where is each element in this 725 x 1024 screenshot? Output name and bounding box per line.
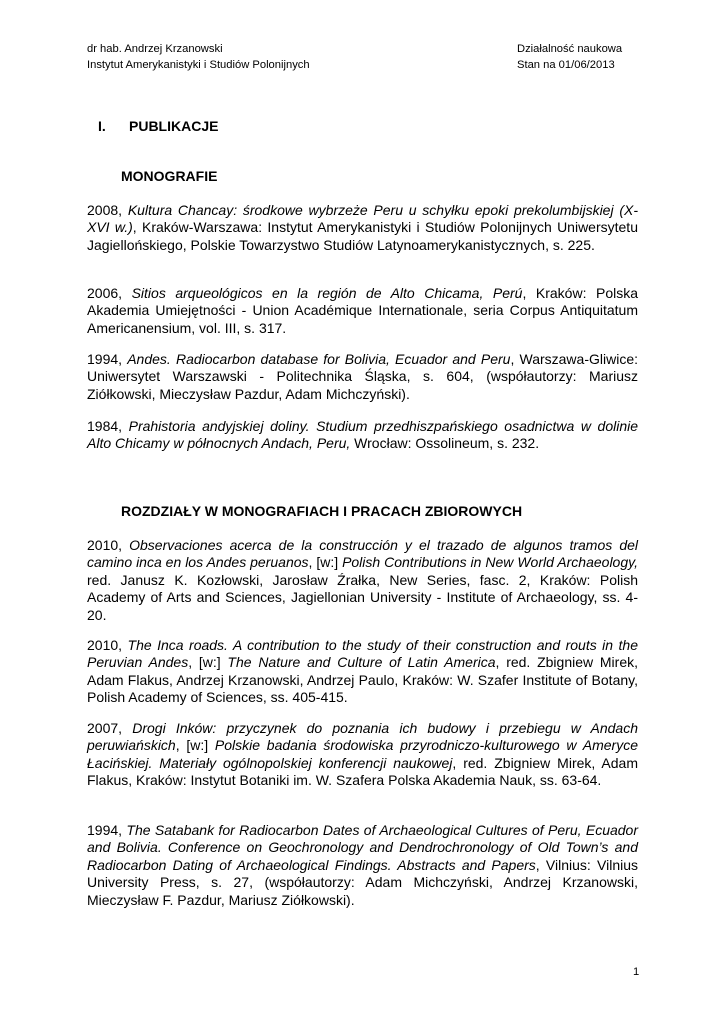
entry-year: 2008, — [87, 202, 123, 218]
rozdzial-entry-3 — [87, 720, 638, 790]
entry-title: Kultura Chancay: środkowe wybrzeże Peru u schyłku epoki prekolumbijskiej (X-XVI w.) — [87, 202, 638, 236]
chapter-number: I. — [98, 118, 106, 134]
entry-year: 1994, — [87, 822, 123, 838]
entry-title: Andes. Radiocarbon database for Bolivia, Ecuador and Peru — [127, 351, 511, 367]
entry-details: red. Janusz K. Kozłowski, Jarosław Źrałka, New Series, fasc. 2, Kraków: Polish Academy of Arts and Sciences, Jagiellonian University - Institute of Archaeology, ss. 4-20. — [87, 571, 638, 623]
header-date: Stan na 01/06/2013 — [517, 58, 615, 71]
monografia-entry-1 — [87, 202, 638, 254]
entry-year: 1984, — [87, 418, 123, 434]
entry-year: 2010, — [87, 637, 123, 653]
entry-title: The Inca roads. A contribution to the study of their construction and routs in the Peruvian Andes — [87, 637, 638, 671]
rozdzial-entry-4 — [87, 822, 638, 909]
monografia-entry-4 — [87, 418, 638, 453]
entry-in: , — [535, 856, 546, 873]
entry-title: Prahistoria andyjskiej doliny. Studium przedhiszpańskiego osadnictwa w dolinie Alto Chicamy w północnych Andach, Peru, — [87, 418, 639, 452]
header-left — [87, 42, 310, 73]
entry-details: Vilnius: Vilnius University Press, s. 27, (współautorzy: Adam Michczyński, Andrzej Krzanowski, Mieczysław F. Pazdur, Mariusz Ziółkowski). — [87, 856, 638, 908]
entry-year: 1994, — [87, 351, 123, 367]
entry-book: The Nature and Culture of Latin America — [227, 654, 496, 671]
header-right — [517, 42, 622, 73]
entry-title: The Satabank for Radiocarbon Dates of Archaeological Cultures of Peru, Ecuador and Bolivia. Conference on Geochronology and Dendrochronology of Old Town’s and Radiocarbon Dating of Archaeological Findings. Abstracts and Papers — [87, 822, 639, 873]
entry-details: , Warszawa-Gliwice: Uniwersytet Warszawski - Politechnika Śląska, s. 604, (współautorzy: Mariusz Ziółkowski, Mieczysław Pazdur, Adam Michczyński). — [87, 351, 638, 402]
entry-details: , red. Zbigniew Mirek, Adam Flakus, Kraków: Instytut Botaniki im. W. Szafera Polska Akademia Nauk, ss. 63-64. — [87, 754, 638, 789]
page-number: 1 — [633, 966, 640, 978]
rozdzialy-heading: ROZDZIAŁY W MONOGRAFIACH I PRACACH ZBIOROWYCH — [121, 503, 523, 519]
entry-year: 2010, — [87, 537, 123, 553]
entry-in: , [w:] — [308, 554, 343, 571]
entry-title: Sitios arqueológicos en la región de Alto Chicama, Perú — [131, 285, 523, 301]
entry-in: , [w:] — [175, 737, 215, 754]
header-author: dr hab. Andrzej Krzanowski — [87, 43, 223, 55]
entry-details: , Kraków-Warszawa: Instytut Amerykanistyki i Studiów Polonijnych Uniwersytetu Jagiellońskiego, Polskie Towarzystwo Studiów Latynoamerykanistycznych, s. 225. — [87, 219, 638, 253]
entry-book: Polish Contributions in New World Archaeology, — [342, 554, 638, 571]
chapter-heading — [98, 118, 218, 134]
entry-title: Drogi Inków: przyczynek do poznania ich budowy i przebiegu w Andach peruwiańskich — [87, 720, 639, 754]
header-institute: Instytut Amerykanistyki i Studiów Polonijnych — [87, 58, 310, 71]
entry-year: 2006, — [87, 285, 123, 301]
entry-details: , red. Zbigniew Mirek, Adam Flakus, Andrzej Krzanowski, Andrzej Paulo, Kraków: W. Szafer Institute of Botany, Polish Academy of Sciences, ss. 405-415. — [87, 654, 638, 706]
chapter-title: PUBLIKACJE — [129, 118, 219, 134]
entry-details: Wrocław: Ossolineum, s. 232. — [350, 435, 540, 452]
entry-book: Polskie badania środowiska przyrodniczo-kulturowego w Ameryce Łacińskiej. Materiały ogólnopolskiej konferencji naukowej — [87, 737, 639, 771]
monografia-entry-3 — [87, 351, 638, 403]
rozdzial-entry-1 — [87, 537, 638, 624]
entry-title: Observaciones acerca de la construcción y el trazado de algunos tramos del camino inca en los Andes peruanos — [87, 537, 639, 571]
entry-year: 2007, — [87, 720, 123, 736]
monografia-entry-2 — [87, 285, 638, 337]
rozdzial-entry-2 — [87, 637, 638, 707]
entry-in: , [w:] — [188, 654, 228, 671]
monografie-heading: MONOGRAFIE — [121, 168, 218, 184]
header-section: Działalność naukowa — [517, 43, 623, 55]
entry-details: , Kraków: Polska Akademia Umiejętności - Union Académique Internationale, seria Corpus Antiquitatum Americanensium, vol. III, s. 317. — [87, 285, 639, 336]
